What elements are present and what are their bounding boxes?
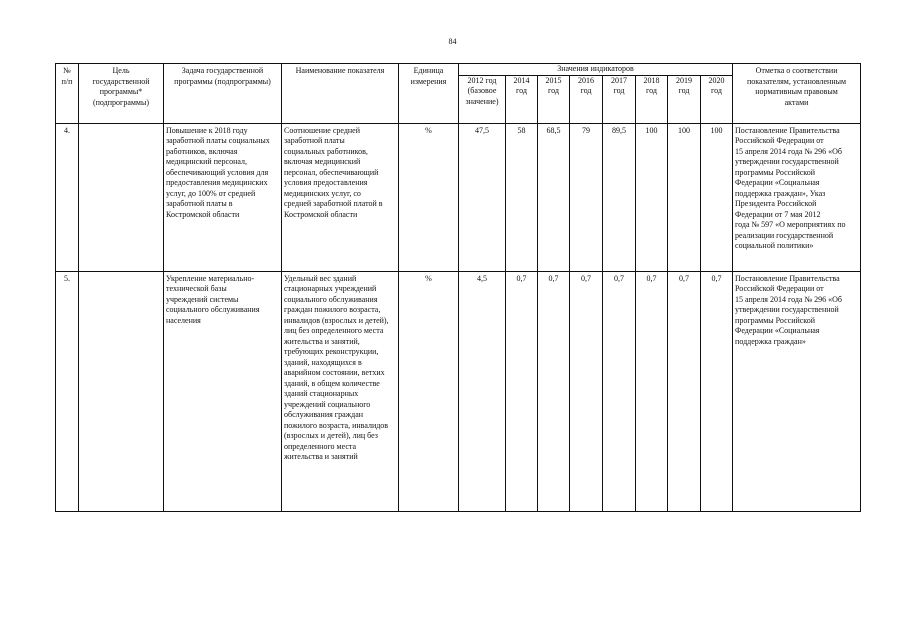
row-goal xyxy=(79,123,164,271)
header-year-2016: 2016 год xyxy=(570,75,603,123)
table-header-row xyxy=(56,64,861,76)
row-value-2020: 0,7 xyxy=(701,271,733,511)
row-value-2015: 0,7 xyxy=(538,271,570,511)
header-num: № п/п xyxy=(56,64,79,124)
header-year-2018: 2018 год xyxy=(636,75,668,123)
row-value-2016: 79 xyxy=(570,123,603,271)
page-number: 84 xyxy=(448,37,457,46)
row-unit: % xyxy=(399,271,459,511)
row-value-2017: 0,7 xyxy=(603,271,636,511)
row-value-2014: 58 xyxy=(506,123,538,271)
header-compliance: Отметка о соответствии показателям, установленным нормативным правовым актами xyxy=(733,64,861,124)
row-value-2017: 89,5 xyxy=(603,123,636,271)
row-value-2012: 47,5 xyxy=(459,123,506,271)
header-unit: Единица измерения xyxy=(399,64,459,124)
row-compliance: Постановление Правительства Российской Федерации от 15 апреля 2014 года № 296 «Об утверждении государственной программы Российской Федерации «Социальная поддержка граждан», Указ Президента Российской Федерации от 7 мая 2012 года № 597 «О мероприятиях по реализации государственной социальной политики» xyxy=(733,123,861,271)
indicators-table xyxy=(55,63,861,512)
row-task: Укрепление материально- технической базы учреждений системы социального обслуживания населения xyxy=(164,271,282,511)
row-task: Повышение к 2018 году заработной платы социальных работников, включая медицинский персонал, обеспечивающий условия для предоставления медицинских услуг, до 100% от средней заработной платы в Костромской области xyxy=(164,123,282,271)
row-value-2015: 68,5 xyxy=(538,123,570,271)
header-year-2019: 2019 год xyxy=(668,75,701,123)
row-value-2019: 100 xyxy=(668,123,701,271)
row-num: 5. xyxy=(56,271,79,511)
header-year-2020: 2020 год xyxy=(701,75,733,123)
header-goal: Цель государственной программы* (подпрограммы) xyxy=(79,64,164,124)
row-value-2020: 100 xyxy=(701,123,733,271)
row-value-2016: 0,7 xyxy=(570,271,603,511)
table-row xyxy=(56,271,861,511)
header-indicator-name: Наименование показателя xyxy=(282,64,399,124)
row-num: 4. xyxy=(56,123,79,271)
row-unit: % xyxy=(399,123,459,271)
row-goal xyxy=(79,271,164,511)
row-value-2019: 0,7 xyxy=(668,271,701,511)
row-value-2012: 4,5 xyxy=(459,271,506,511)
header-year-2017: 2017 год xyxy=(603,75,636,123)
header-year-2014: 2014 год xyxy=(506,75,538,123)
row-indicator: Удельный вес зданий стационарных учреждений социального обслуживания граждан пожилого возраста, инвалидов (взрослых и детей), лиц без определенного места жительства и занятий, требующих реконструкции, зданий, находящихся в аварийном состоянии, ветхих зданий, в общем количестве зданий стационарных учреждений социального обслуживания граждан пожилого возраста, инвалидов (взрослых и детей), лиц без определенного места жительства и занятий xyxy=(282,271,399,511)
header-year-2012: 2012 год (базовое значение) xyxy=(459,75,506,123)
header-year-2015: 2015 год xyxy=(538,75,570,123)
header-values-group: Значения индикаторов xyxy=(459,64,733,76)
row-value-2018: 100 xyxy=(636,123,668,271)
row-value-2018: 0,7 xyxy=(636,271,668,511)
header-task: Задача государственной программы (подпрограммы) xyxy=(164,64,282,124)
row-compliance: Постановление Правительства Российской Федерации от 15 апреля 2014 года № 296 «Об утверждении государственной программы Российской Федерации «Социальная поддержка граждан» xyxy=(733,271,861,511)
row-indicator: Соотношение средней заработной платы социальных работников, включая медицинский персонал, обеспечивающий условия предоставления медицинских услуг, со средней заработной платой в Костромской области xyxy=(282,123,399,271)
row-value-2014: 0,7 xyxy=(506,271,538,511)
table-row xyxy=(56,123,861,271)
